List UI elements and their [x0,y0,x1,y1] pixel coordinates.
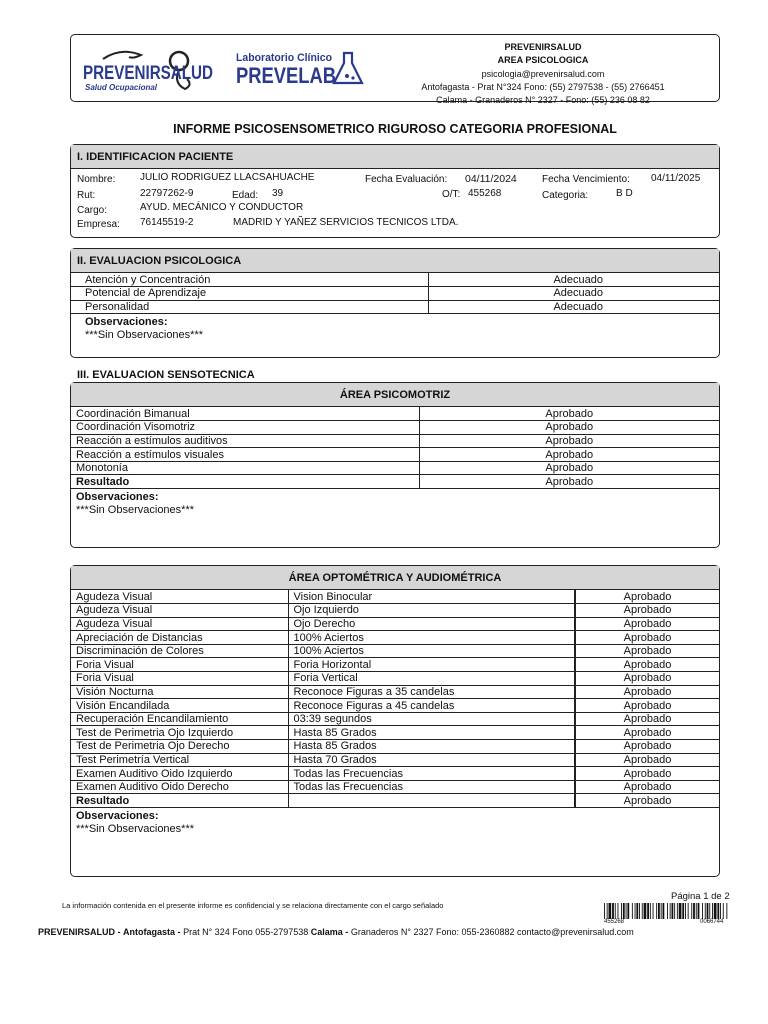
test-result: Aprobado [575,644,719,658]
test-result: Aprobado [575,590,719,604]
test-detail: Foria Horizontal [288,658,575,672]
table-row [71,407,719,421]
test-detail: Reconoce Figuras a 45 candelas [288,699,575,713]
test-detail: 100% Aciertos [288,644,575,658]
table-row [71,617,719,631]
fecha-evaluacion-value: 04/11/2024 [465,173,517,185]
barcode-bar [705,903,706,919]
barcode-bar [717,903,719,919]
test-result: Aprobado [575,604,719,618]
barcode-bar [612,903,614,919]
section-heading: ÁREA PSICOMOTRIZ [71,383,719,407]
test-label: Test de Perimetria Ojo Izquierdo [71,726,288,740]
optometric-table [71,590,719,808]
row-label: Reacción a estímulos visuales [71,448,419,462]
row-label: Potencial de Aprendizaje [71,287,428,301]
barcode-bar [667,903,668,919]
test-label: Recuperación Encandilamiento [71,712,288,726]
barcode-bar [720,903,721,919]
table-row [71,767,719,781]
test-detail: Todas las Frecuencias [288,780,575,794]
barcode-bar [621,903,622,919]
test-result: Aprobado [575,617,719,631]
test-result: Aprobado [575,780,719,794]
row-value: Aprobado [419,448,719,462]
test-label: Agudeza Visual [71,617,288,631]
test-result: Aprobado [575,753,719,767]
observations-label: Observaciones: [76,810,159,822]
barcode-bar [691,903,692,919]
table-row [71,300,719,314]
table-row [71,685,719,699]
test-label: Apreciación de Distancias [71,631,288,645]
test-detail: Hasta 70 Grados [288,753,575,767]
barcode-bar [607,903,608,919]
footer-city-calama: Calama - [310,927,349,937]
result-label: Resultado [71,794,288,808]
test-result: Aprobado [575,672,719,686]
barcode-bar [661,903,662,919]
optometric-audiometric-area-section [70,565,720,877]
barcode-left-number: 455268 [604,919,625,925]
test-label: Visión Nocturna [71,685,288,699]
test-result: Aprobado [575,740,719,754]
patient-identification-section [70,144,720,238]
fecha-vencimiento-value: 04/11/2025 [651,173,701,184]
header-address-antofagasta: Antofagasta - Prat N°324 Fono: (55) 2797538 - (55) 2766451 [421,81,665,92]
result-detail [288,794,575,808]
row-value: Adecuado [428,287,719,301]
footer-address-calama: Granaderos N° 2327 Fono: 055-2360882 contacto@prevenirsalud.com [350,927,634,937]
logo2-top: Laboratorio Clínico [236,52,333,64]
barcode [604,903,728,919]
footer-separator: - [117,927,121,937]
barcode-bar [656,903,657,919]
barcode-bar [688,903,689,919]
row-label: Monotonía [71,461,419,475]
barcode-bar [677,903,678,919]
row-label: Reacción a estímulos auditivos [71,434,419,448]
barcode-bar [615,903,616,919]
table-row [71,658,719,672]
table-row [71,590,719,604]
barcode-bar [604,903,605,919]
test-result: Aprobado [575,767,719,781]
test-detail: Vision Binocular [288,590,575,604]
psychomotor-table [71,407,719,489]
rut-label: Rut: [77,190,96,201]
test-result: Aprobado [575,712,719,726]
test-label: Agudeza Visual [71,604,288,618]
empresa-label: Empresa: [77,219,120,230]
barcode-bar [714,903,717,919]
footer-company: PREVENIRSALUD [38,927,116,937]
observations-label: Observaciones: [85,316,168,329]
ot-value: 455268 [468,188,502,199]
barcode-bar [712,903,713,919]
sensotechnical-heading: III. EVALUACION SENSOTECNICA [77,369,255,381]
observations-text: ***Sin Observaciones*** [76,823,195,835]
observations-label: Observaciones: [76,491,159,504]
barcode-bar [650,903,651,919]
confidentiality-note: La información contenida en el presente informe es confidencial y se relaciona directamente con el cargo señalado [62,901,444,910]
barcode-bar [696,903,697,919]
table-row [71,712,719,726]
barcode-bar [632,903,633,919]
barcode-bar [698,903,700,919]
barcode-bar [726,903,727,919]
barcode-bar [685,903,686,919]
rut-value: 22797262-9 [140,188,194,199]
header-email: psicologia@prevenirsalud.com [481,68,605,79]
test-label: Test de Perimetria Ojo Derecho [71,740,288,754]
row-value: Adecuado [428,300,719,314]
edad-label: Edad: [232,190,259,201]
logo1-tagline: Salud Ocupacional [85,83,158,92]
test-detail: 03:39 segundos [288,712,575,726]
test-detail: Ojo Derecho [288,617,575,631]
row-value: Aprobado [419,434,719,448]
prevelab-logo [234,47,366,91]
barcode-bar [609,903,612,919]
table-row [71,434,719,448]
barcode-bar [658,903,660,919]
barcode-bar [707,903,709,919]
test-label: Discriminación de Colores [71,644,288,658]
empresa-rut-value: 76145519-2 [140,217,194,228]
result-value: Aprobado [575,794,719,808]
table-row [71,421,719,435]
nombre-value: JULIO RODRIGUEZ LLACSAHUACHE [140,172,315,183]
barcode-bar [672,903,674,919]
result-label: Resultado [71,475,419,489]
header-contact-info [413,41,673,107]
row-value: Aprobado [419,461,719,475]
cargo-label: Cargo: [77,205,108,216]
report-header [70,34,720,106]
barcode-right-number: 0066744 [700,919,724,925]
test-detail: Ojo Izquierdo [288,604,575,618]
table-row [71,604,719,618]
footer-city-antofagasta: Antofagasta - [123,927,181,937]
barcode-bar [647,903,649,919]
observations-text: ***Sin Observaciones*** [85,329,204,342]
fecha-evaluacion-label: Fecha Evaluación: [365,174,448,185]
psychomotor-area-section [70,382,720,548]
barcode-bar [723,903,724,919]
section-heading: ÁREA OPTOMÉTRICA Y AUDIOMÉTRICA [71,566,719,590]
test-detail: Todas las Frecuencias [288,767,575,781]
barcode-bar [644,903,647,919]
table-row [71,461,719,475]
observations [71,314,719,344]
test-result: Aprobado [575,726,719,740]
barcode-bar [636,903,638,919]
barcode-bar [626,903,627,919]
row-label: Coordinación Visomotriz [71,421,419,435]
footer-address-antofagasta: Prat N° 324 Fono 055-2797538 [183,927,309,937]
result-value: Aprobado [419,475,719,489]
observations-text: ***Sin Observaciones*** [76,504,195,517]
barcode-bar [623,903,625,919]
test-label: Agudeza Visual [71,590,288,604]
row-label: Atención y Concentración [71,273,428,287]
test-detail: Hasta 85 Grados [288,726,575,740]
psychological-table [71,273,719,314]
table-row [71,699,719,713]
nombre-label: Nombre: [77,174,116,185]
row-value: Adecuado [428,273,719,287]
test-detail: 100% Aciertos [288,631,575,645]
test-result: Aprobado [575,699,719,713]
test-label: Examen Auditivo Oido Derecho [71,780,288,794]
barcode-bar [670,903,671,919]
table-row [71,726,719,740]
observations [71,808,719,838]
barcode-bar [642,903,643,919]
test-result: Aprobado [575,685,719,699]
footer-address-line [38,927,634,937]
empresa-value: MADRID Y YAÑEZ SERVICIOS TECNICOS LTDA. [233,217,459,228]
barcode-bar [702,903,703,919]
table-row [71,740,719,754]
row-label: Personalidad [71,300,428,314]
table-row [71,753,719,767]
logo1-brand: PREVENIRSALUD [83,63,213,84]
test-label: Test Perimetría Vertical [71,753,288,767]
barcode-bar [674,903,675,919]
barcode-bar [663,903,665,919]
table-row [71,631,719,645]
test-label: Examen Auditivo Oido Izquierdo [71,767,288,781]
barcode-bar [653,903,654,919]
logo2-brand: PREVELAB [236,63,336,88]
ot-label: O/T: [442,189,461,200]
test-result: Aprobado [575,631,719,645]
table-row [71,644,719,658]
table-row [71,672,719,686]
table-row [71,273,719,287]
row-label: Coordinación Bimanual [71,407,419,421]
test-label: Visión Encandilada [71,699,288,713]
barcode-bar [709,903,710,919]
table-row [71,448,719,462]
barcode-bar [635,903,636,919]
report-title: INFORME PSICOSENSOMETRICO RIGUROSO CATEGORIA PROFESIONAL [173,122,617,136]
table-row [71,287,719,301]
psychological-evaluation-section [70,248,720,358]
test-label: Foria Visual [71,658,288,672]
header-address-calama: Calama - Granaderos N° 2327 - Fono: (55) 236 08 82 [436,95,650,106]
barcode-bar [693,903,695,919]
barcode-bar [618,903,619,919]
test-detail: Reconoce Figuras a 35 candelas [288,685,575,699]
table-row [71,780,719,794]
cargo-value: AYUD. MECÁNICO Y CONDUCTOR [140,202,304,213]
barcode-bar [679,903,682,919]
section-heading: I. IDENTIFICACION PACIENTE [71,145,719,169]
test-detail: Foria Vertical [288,672,575,686]
categoria-value: B D [616,188,633,199]
observations [71,489,719,519]
fecha-vencimiento-label: Fecha Vencimiento: [542,174,630,185]
barcode-bar [682,903,684,919]
prevenirsalud-logo [81,45,221,95]
section-heading: II. EVALUACION PSICOLOGICA [71,249,719,273]
edad-value: 39 [272,188,284,199]
barcode-bar [639,903,640,919]
categoria-label: Categoria: [542,190,589,201]
test-detail: Hasta 85 Grados [288,740,575,754]
page-number: Página 1 de 2 [671,891,730,902]
header-company: PREVENIRSALUD [504,42,582,52]
header-area: AREA PSICOLOGICA [497,55,589,66]
barcode-bar [627,903,629,919]
test-result: Aprobado [575,658,719,672]
row-value: Aprobado [419,421,719,435]
test-label: Foria Visual [71,672,288,686]
row-value: Aprobado [419,407,719,421]
result-row [71,475,719,489]
result-row [71,794,719,808]
